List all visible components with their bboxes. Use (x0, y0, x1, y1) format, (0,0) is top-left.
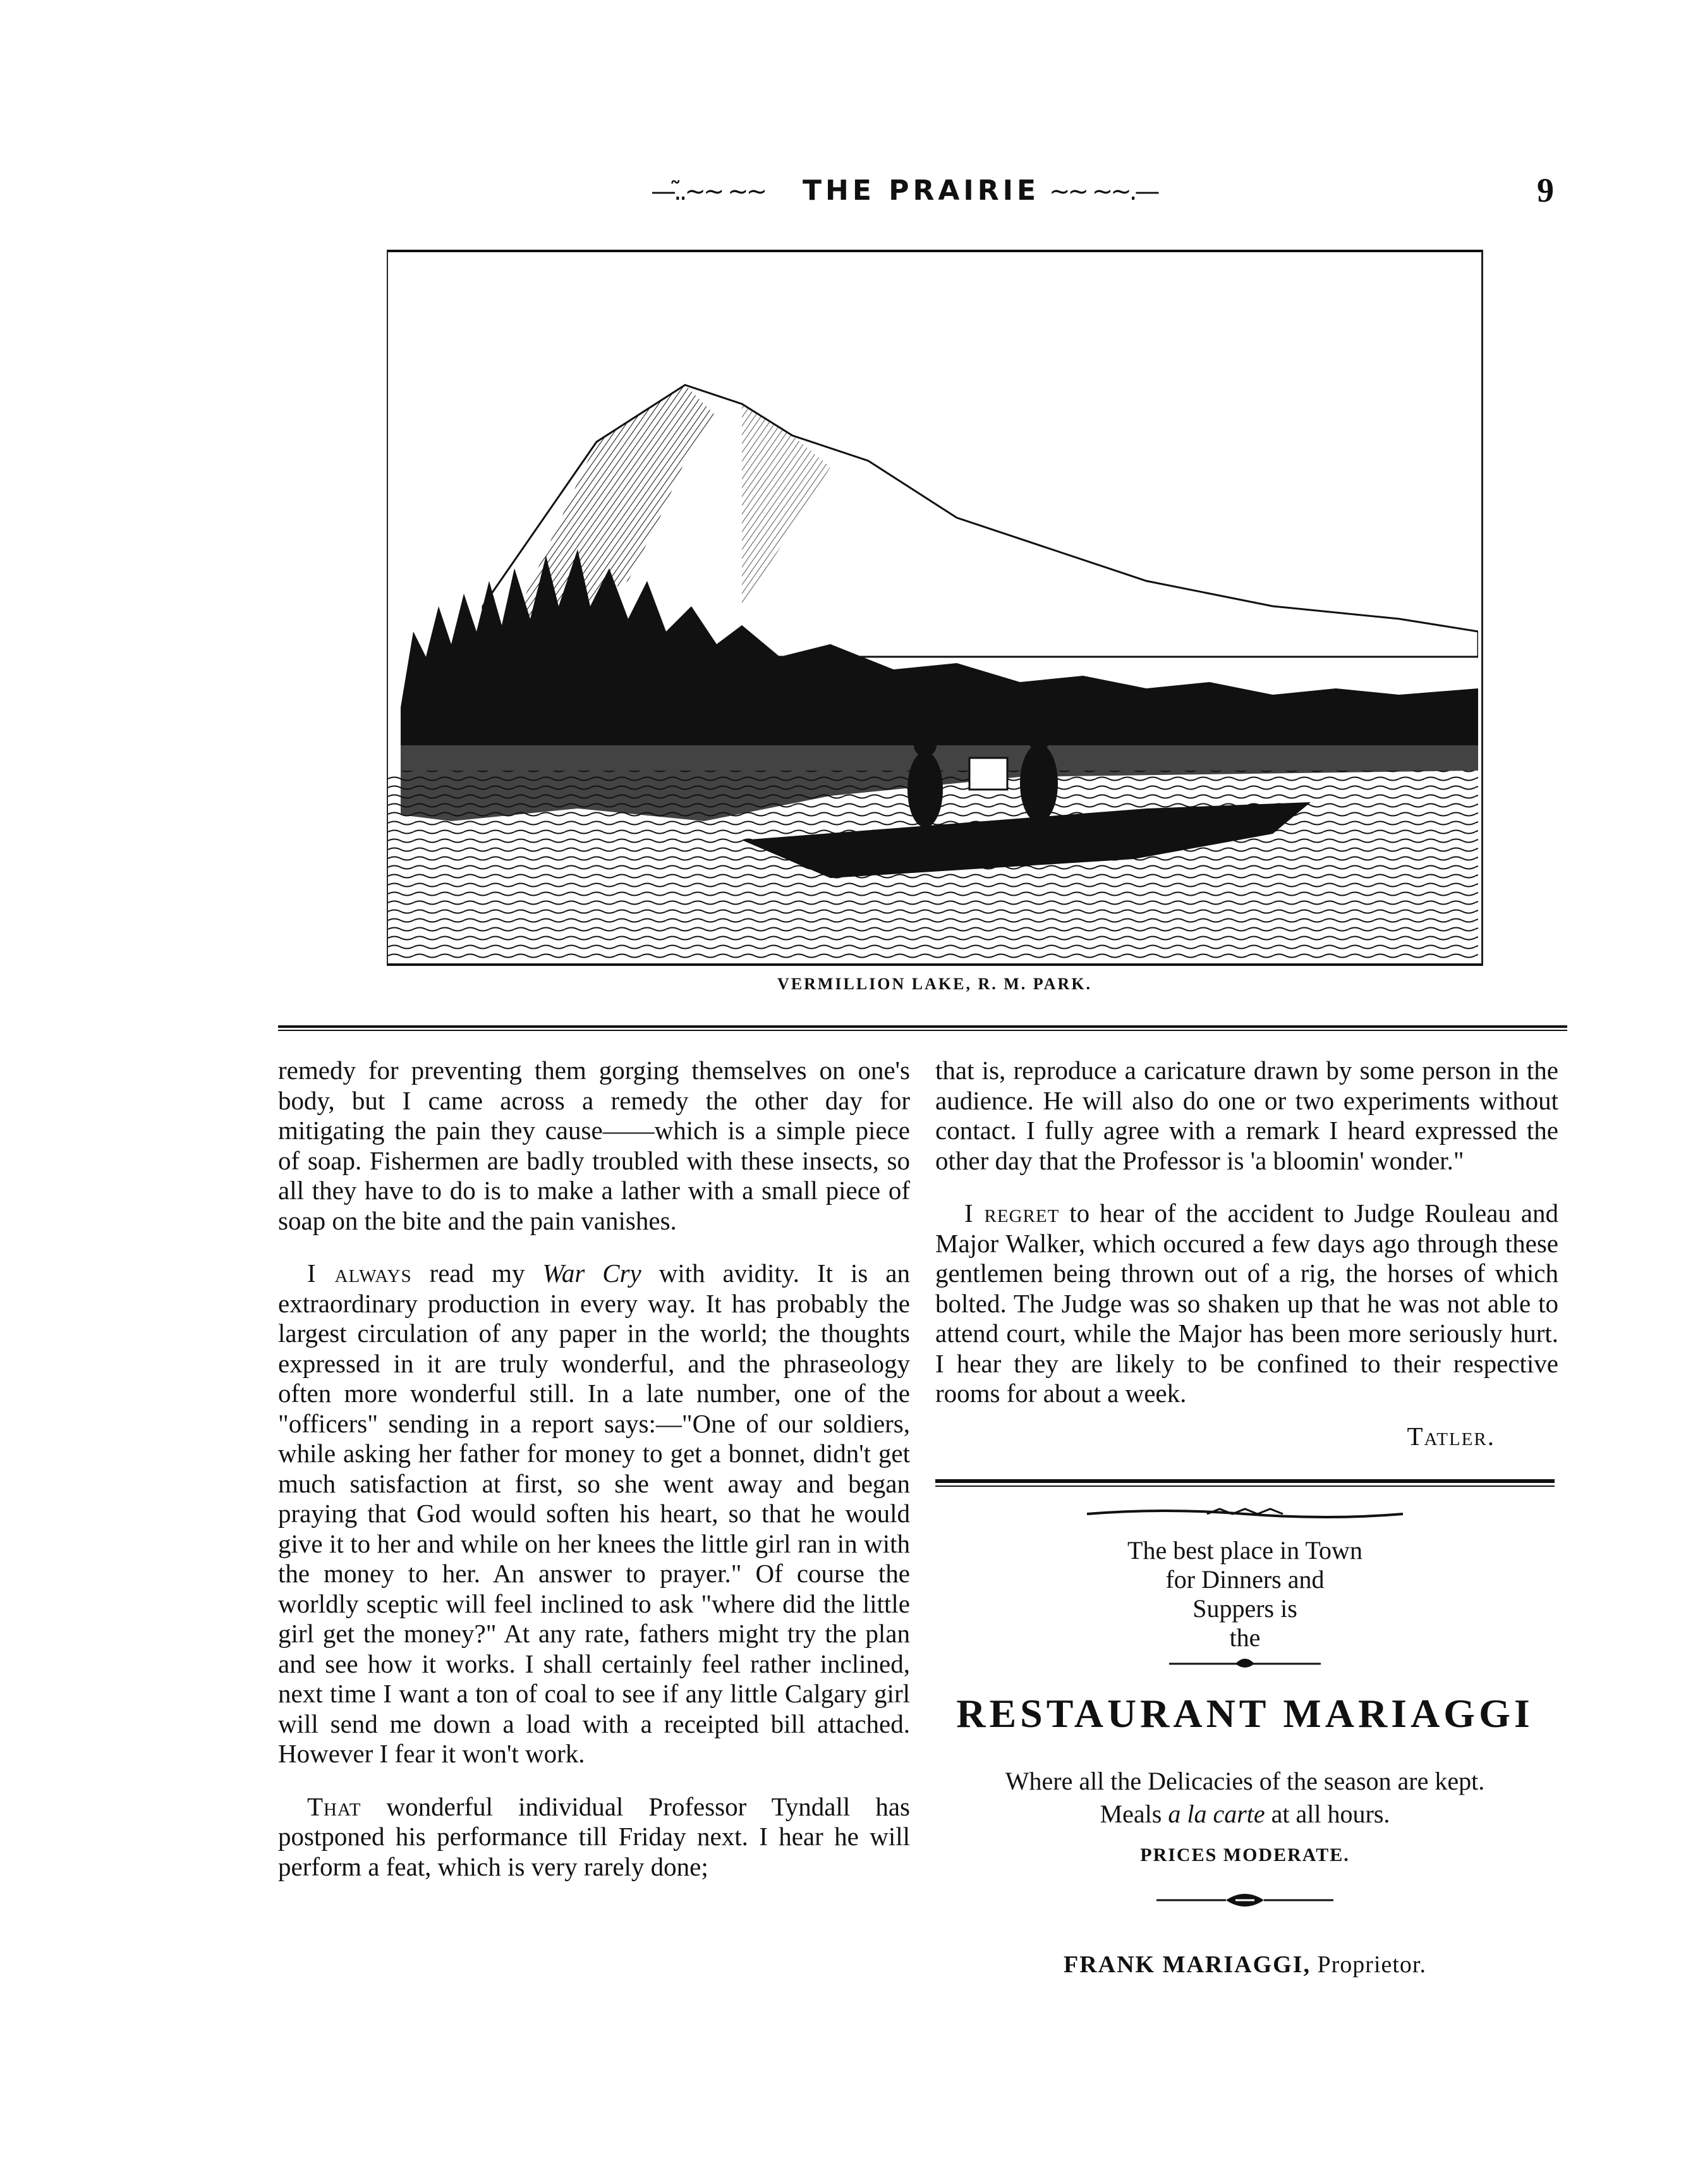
header-ornament-right: ~~ ~~.— (1049, 177, 1158, 206)
top-double-rule (278, 1025, 1567, 1031)
left-paragraph-2 (278, 1259, 910, 1769)
ad-intro-line-1: The best place in Town (1127, 1536, 1362, 1565)
right-paragraph-1: that is, reproduce a caricature drawn by some person in the audience. He will also do one or two experiments without contact. I fully agree with a remark I heard expressed the other day that the Professor is 'a bloomin' wonder." (935, 1056, 1558, 1175)
author-signature: Tatler. (1407, 1421, 1495, 1451)
proprietor-line (935, 1951, 1555, 1979)
ad-intro (935, 1536, 1555, 1652)
left-paragraph-2-lead: I always (307, 1259, 412, 1288)
right-paragraph-2-text: to hear of the accident to Judge Rouleau and Major Walker, which occured a few days ago through these gentlemen being thrown out of a rig, the horses of which bolted. The Judge was so shaken up that he was not able to attend court, while the Major has been more seriously hurt. I hear they are likely to be confined to their respective rooms for about a week. (935, 1199, 1558, 1408)
ad-intro-line-4: the (1229, 1623, 1261, 1652)
left-paragraph-3-text: wonderful individual Professor Tyndall has postponed his performance till Friday next. I hear he will perform a feat, which is very rarely done; (278, 1791, 910, 1881)
left-column (278, 1056, 910, 1882)
right-paragraph-2 (935, 1199, 1558, 1409)
left-paragraph-2-text-b: with avidity. It is an extraordinary production in every way. It has probably the largest circulation of any paper in the world; the thoughts expressed in it are truly wonderful, and the phraseology often more wonderful still. In a late number, one of the "officers" sending in a report says:—"One of our soldiers, while asking her father for money to get a bonnet, didn't get much satisfaction at first, so she went away and began praying that God would soften his heart, so that he would give it to her and while on her knees the little girl ran in with the money to her. An answer to prayer." Of course the worldly sceptic will feel inclined to ask "where did the little girl get the money?" At any rate, fathers might try the plan and see how it works. I shall certainly feel rather inclined, next time I want a ton of coal to see if any little Calgary girl will send me down a load with a receipted bill attached. However I fear it won't work. (278, 1259, 910, 1768)
ad-bottom-ornament (1150, 1888, 1340, 1913)
ad-top-ornament (1081, 1504, 1409, 1523)
right-paragraph-2-lead: I regret (964, 1199, 1060, 1228)
a-la-carte-text: a la carte (1168, 1800, 1265, 1828)
figure-passenger (1020, 744, 1058, 822)
ad-description-line-2-a: Meals (1100, 1800, 1168, 1828)
figure-rower (907, 752, 943, 827)
ad-mid-ornament (1163, 1652, 1327, 1671)
engraving-illustration (387, 250, 1483, 966)
left-paragraph-3-lead: That (307, 1791, 361, 1821)
lake-mountain-engraving (388, 252, 1478, 959)
running-header (0, 171, 1705, 228)
war-cry-title: War Cry (542, 1259, 641, 1288)
right-column (935, 1056, 1558, 1451)
restaurant-advertisement (935, 1504, 1555, 1979)
running-title: THE PRAIRIE (803, 174, 1040, 207)
ad-description-line-1: Where all the Delicacies of the season are kept. (1005, 1767, 1485, 1795)
page-number: 9 (1537, 171, 1554, 209)
prices-moderate: PRICES MODERATE. (1140, 1845, 1350, 1865)
left-paragraph-3 (278, 1792, 910, 1882)
proprietor-title: Proprietor. (1311, 1951, 1426, 1978)
ad-description (935, 1765, 1555, 1831)
ad-intro-line-3: Suppers is (1192, 1594, 1297, 1623)
figure-caption: VERMILLION LAKE, R. M. PARK. (777, 975, 1093, 993)
ad-intro-line-2: for Dinners and (1165, 1565, 1325, 1594)
left-paragraph-1: remedy for preventing them gorging themselves on one's body, but I came across a remedy the other day for mitigating the pain they cause——which is a simple piece of soap. Fishermen are badly troubled with these insects, so all they have to do is to make a lather with a small piece of soap on the bite and the pain vanishes. (278, 1056, 910, 1235)
header-ornament-left: —.̃.~~ ~~ (651, 177, 765, 206)
ad-description-line-2 (935, 1798, 1555, 1831)
ad-description-line-2-b: at all hours. (1265, 1800, 1390, 1828)
proprietor-name: FRANK MARIAGGI, (1064, 1951, 1311, 1978)
restaurant-name: RESTAURANT MARIAGGI (956, 1691, 1534, 1736)
left-paragraph-2-text-a: read my (411, 1259, 543, 1288)
advertisement-rule (935, 1479, 1555, 1487)
